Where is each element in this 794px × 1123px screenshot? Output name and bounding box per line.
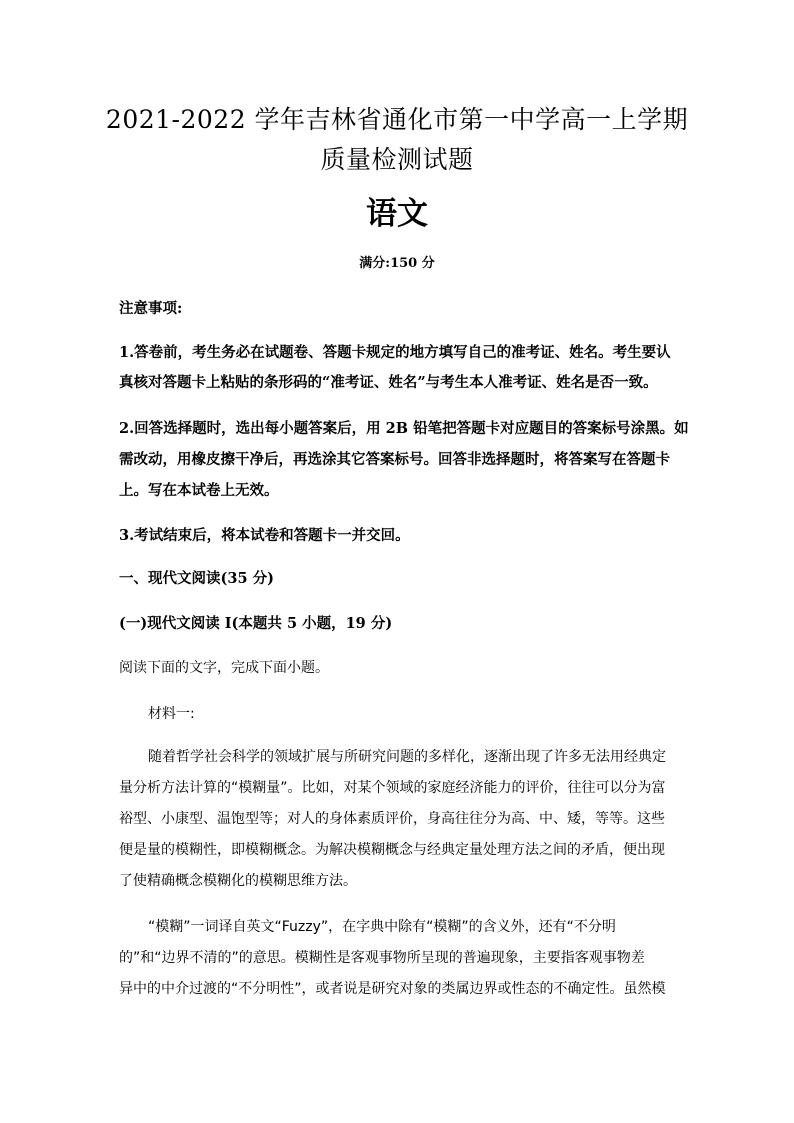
passage-p1-line-3: 裕型、小康型、温饱型等；对人的身体素质评价，身高往往分为高、中、矮，等等。这些 [119,811,665,827]
notice-item-2-line-3: 上。写在本试卷上无效。 [119,482,279,499]
notice-heading: 注意事项: [119,300,183,317]
notice-item-2-line-2: 需改动，用橡皮擦干净后，再选涂其它答案标号。回答非选择题时，将答案写在答题卡 [119,451,670,468]
notice-item-2-line-1: 2.回答选择题时，选出每小题答案后，用 2B 铅笔把答题卡对应题目的答案标号涂黑。如 [119,420,689,437]
material-label: 材料一: [148,706,195,722]
section-subheading: (一)现代文阅读 I(本题共 5 小题，19 分) [119,615,393,632]
subject-title: 语文 [366,196,428,232]
passage-p2-line-3: 异中的中介过渡的“不分明性”，或者说是研究对象的类属边界或性态的不确定性。虽然模 [119,981,666,997]
passage-p1-line-2: 量分析方法计算的“模糊量”。比如，对某个领域的家庭经济能力的评价，往往可以分为富 [119,780,666,796]
passage-p1-line-5: 了使精确概念模糊化的模糊思维方法。 [119,873,357,889]
instruction: 阅读下面的文字，完成下面小题。 [119,660,329,676]
notice-item-1-line-2: 真核对答题卡上粘贴的条形码的“准考证、姓名”与考生本人准考证、姓名是否一致。 [119,374,658,391]
section-heading: 一、现代文阅读(35 分) [119,570,274,587]
passage-p1-line-1: 随着哲学社会科学的领域扩展与所研究问题的多样化，逐渐出现了许多无法用经典定 [148,749,666,765]
notice-item-1-line-1: 1.答卷前，考生务必在试题卷、答题卡规定的地方填写自己的准考证、姓名。考生要认 [119,344,671,361]
passage-p1-line-4: 便是量的模糊性，即模糊概念。为解决模糊概念与经典定量处理方法之间的矛盾，便出现 [119,842,665,858]
full-score: 满分:150 分 [359,256,435,271]
passage-p2-line-2: 的”和“边界不清的”的意思。模糊性是客观事物所呈现的普遍现象，主要指客观事物差 [119,950,645,966]
notice-item-3: 3.考试结束后，将本试卷和答题卡一并交回。 [119,527,410,544]
exam-title-line1: 2021-2022 学年吉林省通化市第一中学高一上学期 [105,105,689,134]
passage-p2-line-1: “模糊”一词译自英文“Fuzzy”，在字典中除有“模糊”的含义外，还有“不分明 [148,919,616,935]
exam-title-line2: 质量检测试题 [320,145,474,174]
